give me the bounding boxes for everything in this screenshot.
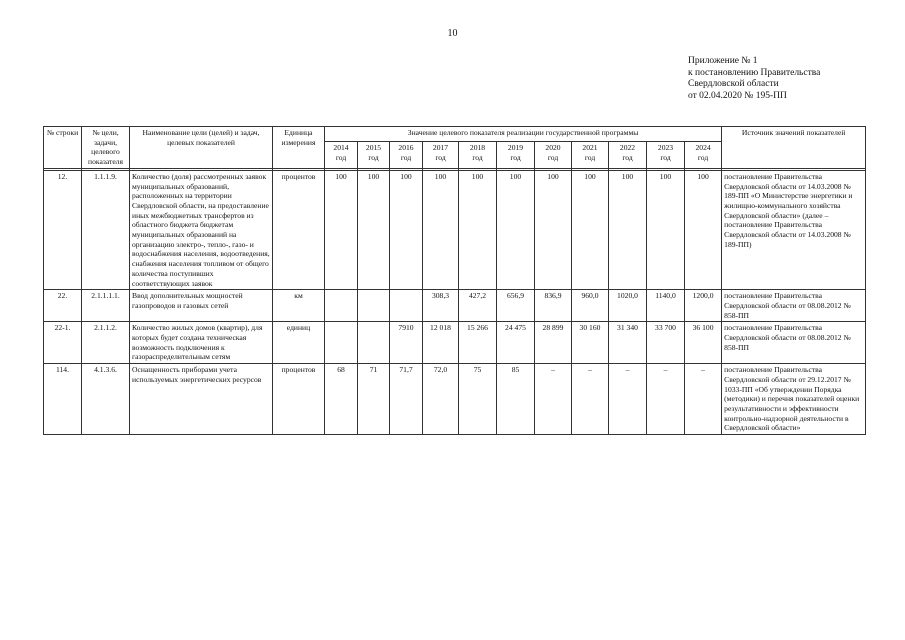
year-header: 2016 год — [390, 142, 423, 169]
appendix-line: к постановлению Правительства — [688, 67, 821, 78]
year-header: 2021 год — [572, 142, 609, 169]
value-cell — [325, 322, 358, 364]
header-goal-no: № цели, задачи, целевого показателя — [82, 127, 130, 169]
goal-number: 4.1.3.6. — [82, 364, 130, 435]
value-cell: 100 — [647, 170, 685, 289]
value-cell — [390, 290, 423, 322]
goal-number: 2.1.1.2. — [82, 322, 130, 364]
unit: процентов — [273, 364, 325, 435]
value-cell: 100 — [572, 170, 609, 289]
value-cell: – — [685, 364, 722, 435]
value-cell: 100 — [685, 170, 722, 289]
value-cell: 100 — [390, 170, 423, 289]
unit: процентов — [273, 170, 325, 289]
goal-number: 1.1.1.9. — [82, 170, 130, 289]
table-row — [44, 364, 866, 435]
value-cell: 12 018 — [423, 322, 459, 364]
row-number: 22. — [44, 290, 82, 322]
unit: единиц — [273, 322, 325, 364]
source-cell: постановление Правительства Свердловской области от 14.03.2008 № 189-ПП «О Министерстве энергетики и жилищно-коммунального хозяйства Свердловской области» (далее – постановление Правительства Свердловской области от 14.03.2008 № 189-ПП) — [722, 170, 866, 289]
table-row — [44, 290, 866, 322]
goal-number: 2.1.1.1.1. — [82, 290, 130, 322]
table-row — [44, 170, 866, 289]
value-cell: 100 — [497, 170, 535, 289]
value-cell: 36 100 — [685, 322, 722, 364]
year-header: 2017 год — [423, 142, 459, 169]
appendix-note — [688, 56, 820, 102]
year-header: 2014 год — [325, 142, 358, 169]
value-cell: 72,0 — [423, 364, 459, 435]
indicators-table — [43, 126, 866, 435]
value-cell: 100 — [535, 170, 572, 289]
value-cell: 75 — [459, 364, 497, 435]
header-row-no: № строки — [44, 127, 82, 169]
indicator-name: Количество жилых домов (квартир), для которых будет создана техническая возможность подключения к газораспределительным сетям — [130, 322, 273, 364]
header-unit: Единица измерения — [273, 127, 325, 169]
table-row — [44, 322, 866, 364]
year-header: 2018 год — [459, 142, 497, 169]
value-cell: 100 — [459, 170, 497, 289]
value-cell: 427,2 — [459, 290, 497, 322]
indicator-name: Оснащенность приборами учета используемых энергетических ресурсов — [130, 364, 273, 435]
value-cell: 71,7 — [390, 364, 423, 435]
value-cell: 85 — [497, 364, 535, 435]
appendix-line: Приложение № 1 — [688, 56, 758, 66]
year-header: 2020 год — [535, 142, 572, 169]
value-cell: 656,9 — [497, 290, 535, 322]
header-source: Источник значений показателей — [722, 127, 866, 169]
value-cell: 836,9 — [535, 290, 572, 322]
value-cell: 1140,0 — [647, 290, 685, 322]
page-number: 10 — [447, 28, 458, 39]
value-cell: 24 475 — [497, 322, 535, 364]
value-cell: 1200,0 — [685, 290, 722, 322]
indicator-name: Ввод дополнительных мощностей газопроводов и газовых сетей — [130, 290, 273, 322]
year-header: 2023 год — [647, 142, 685, 169]
value-cell — [358, 290, 390, 322]
unit: км — [273, 290, 325, 322]
value-cell: 30 160 — [572, 322, 609, 364]
appendix-line: от 02.04.2020 № 195-ПП — [688, 90, 787, 101]
source-cell: постановление Правительства Свердловской области от 08.08.2012 № 858-ПП — [722, 322, 866, 364]
value-cell: 7910 — [390, 322, 423, 364]
value-cell: 960,0 — [572, 290, 609, 322]
row-number: 22-1. — [44, 322, 82, 364]
header-name: Наименование цели (целей) и задач, целевых показателей — [130, 127, 273, 169]
source-cell: постановление Правительства Свердловской области от 29.12.2017 № 1033-ПП «Об утверждении Порядка (методики) и перечня показателей оценки результативности и эффективности контрольно-надзорной деятельности в Свердловской области» — [722, 364, 866, 435]
year-header: 2015 год — [358, 142, 390, 169]
value-cell: – — [647, 364, 685, 435]
value-cell: 308,3 — [423, 290, 459, 322]
year-header: 2019 год — [497, 142, 535, 169]
value-cell: – — [572, 364, 609, 435]
header-values-group: Значение целевого показателя реализации государственной программы — [325, 127, 722, 142]
indicator-name: Количество (доля) рассмотренных заявок муниципальных образований, расположенных на территории Свердловской области, на предоставление иных межбюджетных трансфертов из областного бюджета бюджетам муниципальных образований на организацию электро-, тепло-, газо- и водоснабжения населения, водоотведения, снабжения населения топливом от общего количества поступивших соответствующих заявок — [130, 170, 273, 289]
value-cell: – — [609, 364, 647, 435]
value-cell: 71 — [358, 364, 390, 435]
year-header: 2024 год — [685, 142, 722, 169]
value-cell: 28 899 — [535, 322, 572, 364]
value-cell — [325, 290, 358, 322]
value-cell: 100 — [609, 170, 647, 289]
appendix-line: Свердловской области — [688, 79, 779, 89]
value-cell: 1020,0 — [609, 290, 647, 322]
year-header: 2022 год — [609, 142, 647, 169]
value-cell: 100 — [358, 170, 390, 289]
row-number: 114. — [44, 364, 82, 435]
value-cell: 100 — [325, 170, 358, 289]
row-number: 12. — [44, 170, 82, 289]
value-cell: 15 266 — [459, 322, 497, 364]
source-cell: постановление Правительства Свердловской области от 08.08.2012 № 858-ПП — [722, 290, 866, 322]
value-cell: – — [535, 364, 572, 435]
value-cell: 68 — [325, 364, 358, 435]
value-cell: 33 700 — [647, 322, 685, 364]
value-cell — [358, 322, 390, 364]
value-cell: 31 340 — [609, 322, 647, 364]
value-cell: 100 — [423, 170, 459, 289]
